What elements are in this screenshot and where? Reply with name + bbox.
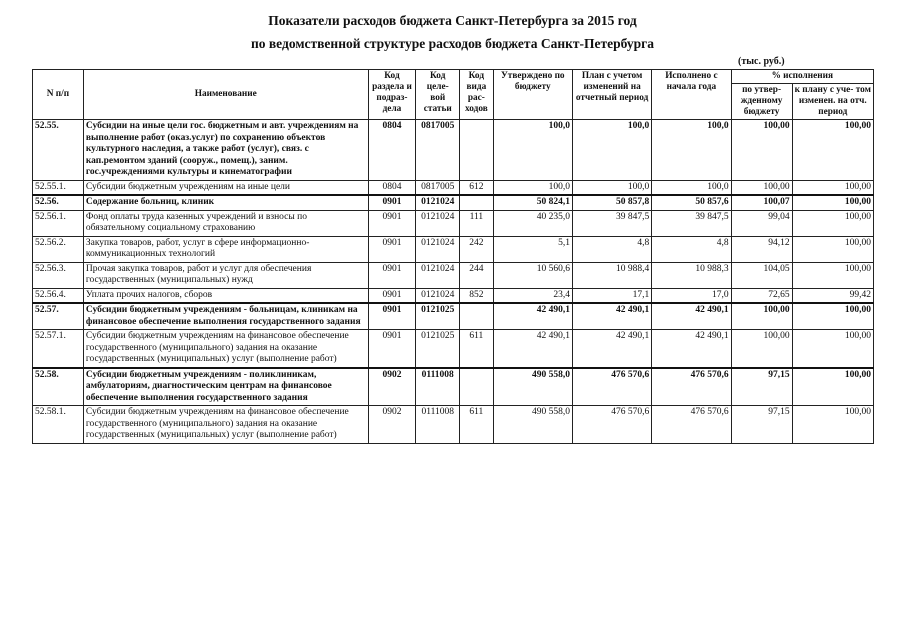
cell-type: 852 (460, 288, 494, 303)
table-row (33, 303, 874, 330)
cell-plan: 4,8 (572, 236, 651, 262)
document-subtitle: по ведомственной структуре расходов бюджета Санкт-Петербурга (250, 36, 655, 51)
cell-pct-plan: 100,00 (792, 210, 873, 236)
table-row (33, 195, 874, 210)
cell-name: Субсидии бюджетным учреждениям на финансовое обеспечение государственного (муниципального) задания на оказание государственных (муниципальных) услуг (выполнение работ) (83, 330, 368, 368)
expenses-table (32, 69, 874, 444)
cell-target: 0121025 (416, 303, 460, 330)
cell-executed: 4,8 (652, 236, 731, 262)
cell-pct-plan: 100,00 (792, 330, 873, 368)
header-plan: План с учетом изменений на отчетный период (572, 70, 651, 120)
cell-type: 242 (460, 236, 494, 262)
cell-plan: 39 847,5 (572, 210, 651, 236)
table-row (33, 288, 874, 303)
header-target: Код целе- вой статьи (416, 70, 460, 120)
header-executed: Исполнено с начала года (652, 70, 731, 120)
cell-pct-plan: 100,00 (792, 368, 873, 406)
cell-target: 0111008 (416, 368, 460, 406)
cell-num: 52.58. (33, 368, 84, 406)
cell-executed: 50 857,6 (652, 195, 731, 210)
cell-plan: 100,0 (572, 180, 651, 195)
cell-approved: 490 558,0 (493, 368, 572, 406)
header-pct-group: % исполнения (731, 70, 873, 84)
cell-executed: 10 988,3 (652, 262, 731, 288)
cell-type: 111 (460, 210, 494, 236)
cell-plan: 476 570,6 (572, 406, 651, 444)
cell-section: 0901 (368, 210, 416, 236)
cell-name: Содержание больниц, клиник (83, 195, 368, 210)
cell-plan: 17,1 (572, 288, 651, 303)
cell-num: 52.57. (33, 303, 84, 330)
cell-target: 0121025 (416, 330, 460, 368)
table-row (33, 262, 874, 288)
cell-type (460, 368, 494, 406)
cell-name: Субсидии бюджетным учреждениям - поликлиникам, амбулаториям, диагностическим центрам на финансовое обеспечение выполнения государственного задания (83, 368, 368, 406)
cell-name: Субсидии бюджетным учреждениям на финансовое обеспечение государственного (муниципального) задания на оказание государственных (муниципальных) услуг (выполнение работ) (83, 406, 368, 444)
cell-section: 0804 (368, 180, 416, 195)
cell-pct-approved: 94,12 (731, 236, 792, 262)
cell-approved: 50 824,1 (493, 195, 572, 210)
cell-type (460, 120, 494, 181)
cell-pct-approved: 100,00 (731, 303, 792, 330)
cell-target: 0121024 (416, 195, 460, 210)
cell-pct-approved: 100,00 (731, 180, 792, 195)
cell-executed: 39 847,5 (652, 210, 731, 236)
cell-num: 52.58.1. (33, 406, 84, 444)
cell-type: 244 (460, 262, 494, 288)
cell-plan: 42 490,1 (572, 330, 651, 368)
header-num: N п/п (33, 70, 84, 120)
cell-approved: 10 560,6 (493, 262, 572, 288)
units-label: (тыс. руб.) (738, 56, 785, 67)
cell-num: 52.55. (33, 120, 84, 181)
cell-num: 52.57.1. (33, 330, 84, 368)
cell-executed: 476 570,6 (652, 406, 731, 444)
header-pct-plan: к плану с уче- том изменен. на отч. период (792, 84, 873, 120)
cell-approved: 100,0 (493, 120, 572, 181)
table-row (33, 368, 874, 406)
cell-plan: 42 490,1 (572, 303, 651, 330)
cell-pct-plan: 100,00 (792, 120, 873, 181)
cell-section: 0901 (368, 236, 416, 262)
cell-section: 0901 (368, 288, 416, 303)
cell-name: Субсидии бюджетным учреждениям на иные цели (83, 180, 368, 195)
cell-type (460, 195, 494, 210)
cell-executed: 100,0 (652, 120, 731, 181)
cell-pct-plan: 100,00 (792, 195, 873, 210)
cell-executed: 42 490,1 (652, 303, 731, 330)
cell-pct-plan: 100,00 (792, 303, 873, 330)
cell-section: 0901 (368, 195, 416, 210)
cell-pct-plan: 100,00 (792, 180, 873, 195)
cell-pct-plan: 99,42 (792, 288, 873, 303)
cell-section: 0901 (368, 330, 416, 368)
table-row (33, 236, 874, 262)
cell-section: 0902 (368, 368, 416, 406)
table-row (33, 406, 874, 444)
cell-executed: 42 490,1 (652, 330, 731, 368)
cell-target: 0817005 (416, 180, 460, 195)
cell-target: 0111008 (416, 406, 460, 444)
cell-num: 52.56.2. (33, 236, 84, 262)
cell-executed: 476 570,6 (652, 368, 731, 406)
cell-section: 0901 (368, 303, 416, 330)
cell-type (460, 303, 494, 330)
cell-plan: 10 988,4 (572, 262, 651, 288)
cell-name: Закупка товаров, работ, услуг в сфере информационно-коммуникационных технологий (83, 236, 368, 262)
cell-pct-plan: 100,00 (792, 236, 873, 262)
cell-num: 52.56.1. (33, 210, 84, 236)
cell-num: 52.56.3. (33, 262, 84, 288)
table-row (33, 180, 874, 195)
cell-target: 0817005 (416, 120, 460, 181)
cell-pct-approved: 97,15 (731, 406, 792, 444)
cell-target: 0121024 (416, 262, 460, 288)
cell-plan: 100,0 (572, 120, 651, 181)
cell-pct-approved: 100,00 (731, 120, 792, 181)
cell-name: Субсидии бюджетным учреждениям - больницам, клиникам на финансовое обеспечение выполнения государственного задания (83, 303, 368, 330)
header-type: Код вида рас- ходов (460, 70, 494, 120)
table-row (33, 330, 874, 368)
cell-approved: 100,0 (493, 180, 572, 195)
cell-name: Уплата прочих налогов, сборов (83, 288, 368, 303)
header-row (33, 70, 874, 84)
document-title: Показатели расходов бюджета Санкт-Петербурга за 2015 год (268, 13, 637, 28)
cell-pct-approved: 97,15 (731, 368, 792, 406)
cell-num: 52.56.4. (33, 288, 84, 303)
cell-name: Субсидии на иные цели гос. бюджетным и авт. учреждениям на выполнение работ (оказ.услуг) по сохранению объектов культурного наследия, а также работ (услуг), связ. с кап.ремонтом зданий (сооруж., помещ.), заним. гос.учреждениями культуры и кинематографии (83, 120, 368, 181)
cell-type: 611 (460, 406, 494, 444)
cell-approved: 40 235,0 (493, 210, 572, 236)
header-name: Наименование (83, 70, 368, 120)
cell-pct-approved: 72,65 (731, 288, 792, 303)
cell-target: 0121024 (416, 288, 460, 303)
cell-pct-plan: 100,00 (792, 262, 873, 288)
header-section: Код раздела и подраз- дела (368, 70, 416, 120)
cell-executed: 100,0 (652, 180, 731, 195)
table-row (33, 210, 874, 236)
cell-name: Фонд оплаты труда казенных учреждений и взносы по обязательному социальному страхованию (83, 210, 368, 236)
cell-target: 0121024 (416, 210, 460, 236)
cell-plan: 50 857,8 (572, 195, 651, 210)
cell-approved: 42 490,1 (493, 303, 572, 330)
cell-section: 0902 (368, 406, 416, 444)
cell-type: 612 (460, 180, 494, 195)
cell-pct-plan: 100,00 (792, 406, 873, 444)
cell-pct-approved: 104,05 (731, 262, 792, 288)
cell-section: 0901 (368, 262, 416, 288)
cell-plan: 476 570,6 (572, 368, 651, 406)
cell-type: 611 (460, 330, 494, 368)
cell-pct-approved: 100,00 (731, 330, 792, 368)
cell-name: Прочая закупка товаров, работ и услуг для обеспечения государственных (муниципальных) нужд (83, 262, 368, 288)
cell-target: 0121024 (416, 236, 460, 262)
cell-section: 0804 (368, 120, 416, 181)
table-row (33, 120, 874, 181)
cell-approved: 5,1 (493, 236, 572, 262)
cell-pct-approved: 100,07 (731, 195, 792, 210)
header-pct-approved: по утвер- жденному бюджету (731, 84, 792, 120)
cell-approved: 490 558,0 (493, 406, 572, 444)
cell-executed: 17,0 (652, 288, 731, 303)
cell-num: 52.56. (33, 195, 84, 210)
cell-num: 52.55.1. (33, 180, 84, 195)
cell-pct-approved: 99,04 (731, 210, 792, 236)
cell-approved: 42 490,1 (493, 330, 572, 368)
header-approved: Утверждено по бюджету (493, 70, 572, 120)
cell-approved: 23,4 (493, 288, 572, 303)
